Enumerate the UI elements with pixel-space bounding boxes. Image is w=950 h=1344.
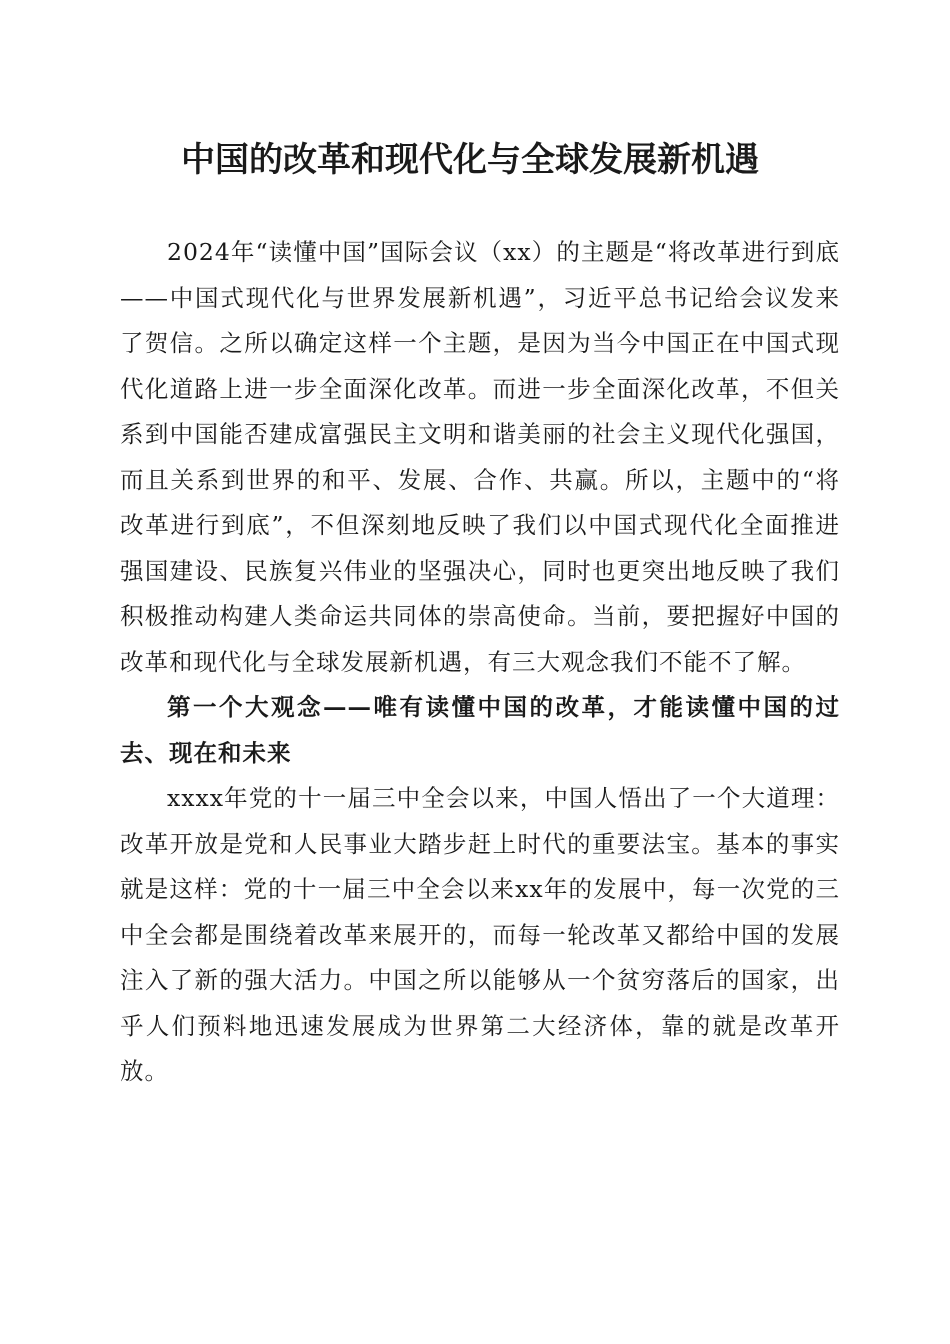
document-body <box>120 230 840 1095</box>
document-title: 中国的改革和现代化与全球发展新机遇 <box>181 140 759 180</box>
section-heading-1: 第一个大观念——唯有读懂中国的改革，才能读懂中国的过去、现在和未来 <box>120 693 840 767</box>
paragraph-section-1: xxxx年党的十一届三中全会以来，中国人悟出了一个大道理：改革开放是党和人民事业大踏步赶上时代的重要法宝。基本的事实就是这样：党的十一届三中全会以来xx年的发展中，每一次党的三中全会都是围绕着改革来展开的，而每一轮改革又都给中国的发展注入了新的强大活力。中国之所以能够从一个贫穷落后的国家，出乎人们预料地迅速发展成为世界第二大经济体，靠的就是改革开放。 <box>120 784 840 1085</box>
paragraph-intro: 2024年“读懂中国”国际会议（xx）的主题是“将改革进行到底——中国式现代化与世界发展新机遇”，习近平总书记给会议发来了贺信。之所以确定这样一个主题，是因为当今中国正在中国式现代化道路上进一步全面深化改革。而进一步全面深化改革，不但关系到中国能否建成富强民主文明和谐美丽的社会主义现代化强国，而且关系到世界的和平、发展、合作、共赢。所以，主题中的“将改革进行到底”，不但深刻地反映了我们以中国式现代化全面推进强国建设、民族复兴伟业的坚强决心，同时也更突出地反映了我们积极推动构建人类命运共同体的崇高使命。当前，要把握好中国的改革和现代化与全球发展新机遇，有三大观念我们不能不了解。 <box>120 238 840 676</box>
